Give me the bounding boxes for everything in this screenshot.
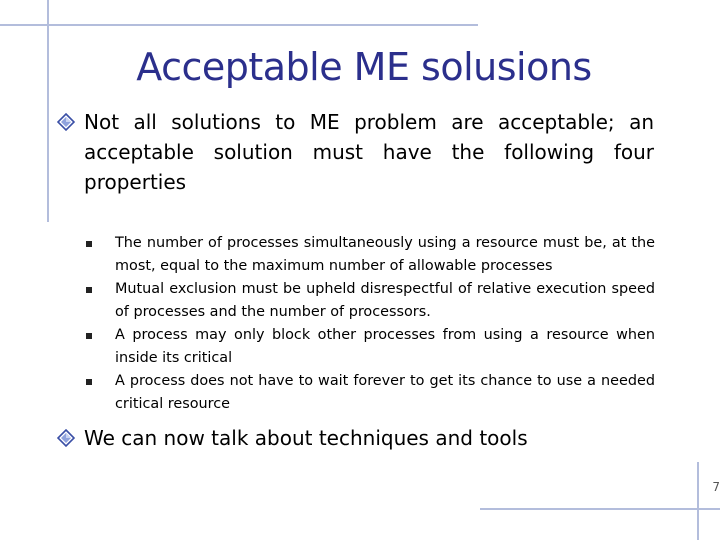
sub-bullet-3 (115, 324, 655, 370)
diamond-bullet-icon (57, 429, 75, 447)
right-vertical-rule (697, 462, 699, 540)
main-bullet-1 (84, 107, 654, 197)
sub-bullet-2 (115, 278, 655, 324)
diamond-bullet-icon (57, 113, 75, 131)
square-bullet-icon (86, 379, 92, 385)
sub-bullet-4 (115, 370, 655, 416)
top-vertical-rule (47, 0, 49, 222)
page-number: 7 (712, 480, 720, 494)
main-bullet-1-text: Not all solutions to ME problem are acceptable; an acceptable solution must have the following four properties (84, 110, 654, 194)
sub-bullet-1 (115, 232, 655, 278)
sub-bullet-2-text: Mutual exclusion must be upheld disrespectful of relative execution speed of processes and the number of processors. (115, 281, 655, 320)
square-bullet-icon (86, 333, 92, 339)
slide-title: Acceptable ME solusions (136, 45, 592, 89)
square-bullet-icon (86, 287, 92, 293)
main-bullet-2 (84, 423, 654, 453)
square-bullet-icon (86, 241, 92, 247)
top-horizontal-rule (0, 24, 478, 26)
sub-bullet-4-text: A process does not have to wait forever to get its chance to use a needed critical resource (115, 373, 655, 412)
main-bullet-2-text: We can now talk about techniques and tools (84, 426, 528, 450)
bottom-horizontal-rule (480, 508, 720, 510)
sub-bullet-3-text: A process may only block other processes from using a resource when inside its critical (115, 327, 655, 366)
sub-bullet-1-text: The number of processes simultaneously using a resource must be, at the most, equal to the maximum number of allowable processes (115, 235, 655, 274)
sub-bullet-list (115, 232, 655, 416)
